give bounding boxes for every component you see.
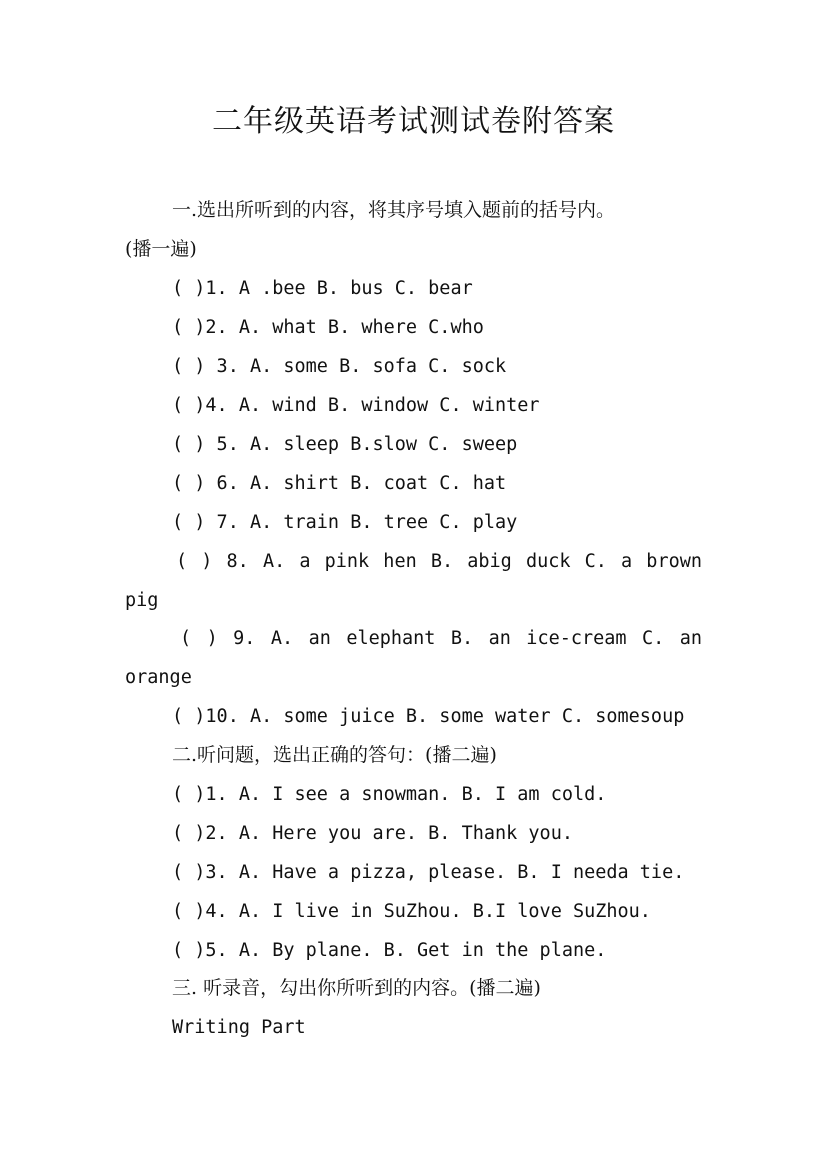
section1-item-8: ( ) 8. A. a pink hen B. abig duck C. a brown — [176, 551, 702, 572]
section1-item-8-cont: pig — [125, 590, 159, 611]
section1-item-3: ( ) 3. A. some B. sofa C. sock — [172, 356, 507, 377]
writing-part-heading: Writing Part — [172, 1017, 306, 1038]
section1-heading-cont: (播一遍) — [125, 238, 197, 260]
section1-item-5: ( ) 5. A. sleep B.slow C. sweep — [172, 434, 518, 455]
section1-item-9-cont: orange — [125, 667, 192, 688]
page-title: 二年级英语考试测试卷附答案 — [212, 104, 615, 139]
section2-item-5: ( )5. A. By plane. B. Get in the plane. — [172, 940, 607, 961]
section1-item-10: ( )10. A. some juice B. some water C. somesoup — [172, 706, 685, 727]
section2-item-2: ( )2. A. Here you are. B. Thank you. — [172, 823, 573, 844]
section2-heading: 二.听问题，选出正确的答句：(播二遍) — [172, 744, 497, 766]
section2-item-1: ( )1. A. I see a snowman. B. I am cold. — [172, 784, 607, 805]
section1-item-1: ( )1. A .bee B. bus C. bear — [172, 278, 473, 299]
section2-item-3: ( )3. A. Have a pizza, please. B. I needa tie. — [172, 862, 685, 883]
section1-item-2: ( )2. A. what B. where C.who — [172, 317, 484, 338]
section3-heading: 三. 听录音，勾出你所听到的内容。(播二遍) — [172, 977, 541, 999]
section1-item-4: ( )4. A. wind B. window C. winter — [172, 395, 540, 416]
section2-item-4: ( )4. A. I live in SuZhou. B.I love SuZhou. — [172, 901, 651, 922]
section1-item-9: ( ) 9. A. an elephant B. an ice-cream C. an — [180, 628, 702, 649]
section1-heading: 一.选出所听到的内容，将其序号填入题前的括号内。 — [172, 199, 616, 221]
section1-item-6: ( ) 6. A. shirt B. coat C. hat — [172, 473, 507, 494]
section1-item-7: ( ) 7. A. train B. tree C. play — [172, 512, 518, 533]
